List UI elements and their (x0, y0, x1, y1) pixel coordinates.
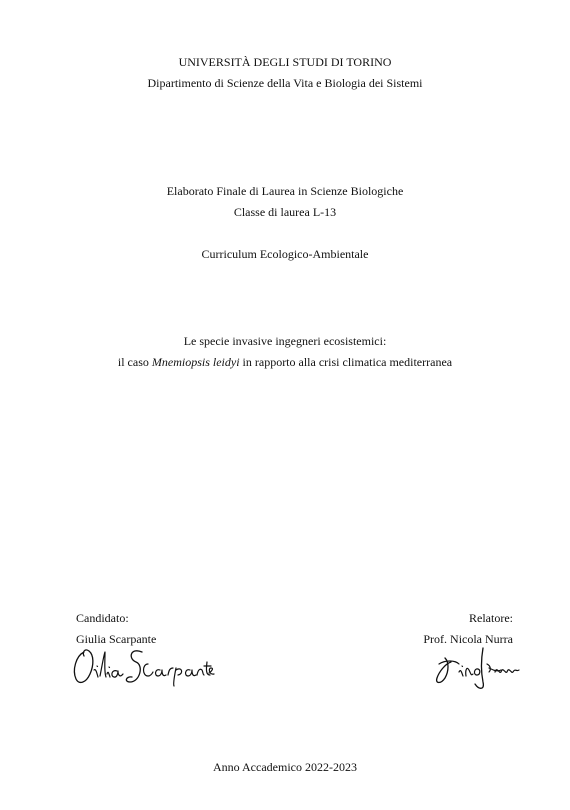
supervisor-name: Prof. Nicola Nurra (423, 632, 513, 646)
thesis-type: Elaborato Finale di Laurea in Scienze Biologiche (166, 184, 404, 198)
title-prefix: il caso (117, 355, 152, 369)
candidate-name: Giulia Scarpante (76, 632, 157, 646)
species-name: Mnemiopsis leidyi (151, 355, 240, 369)
candidate-signature (70, 644, 215, 688)
supervisor-signature (431, 644, 523, 690)
thesis-title-line-1: Le specie invasive ingegneri ecosistemici: (183, 334, 387, 348)
academic-year: Anno Accademico 2022-2023 (213, 760, 357, 774)
candidate-label: Candidato: (76, 611, 129, 625)
curriculum: Curriculum Ecologico-Ambientale (201, 247, 369, 261)
supervisor-label: Relatore: (469, 611, 513, 625)
thesis-title-line-2 (0, 355, 570, 370)
degree-class: Classe di laurea L-13 (233, 205, 337, 219)
university-name: UNIVERSITÀ DEGLI STUDI DI TORINO (178, 55, 392, 69)
title-suffix: in rapporto alla crisi climatica mediterranea (239, 355, 453, 369)
department-name: Dipartimento di Scienze della Vita e Biologia dei Sistemi (147, 76, 423, 90)
